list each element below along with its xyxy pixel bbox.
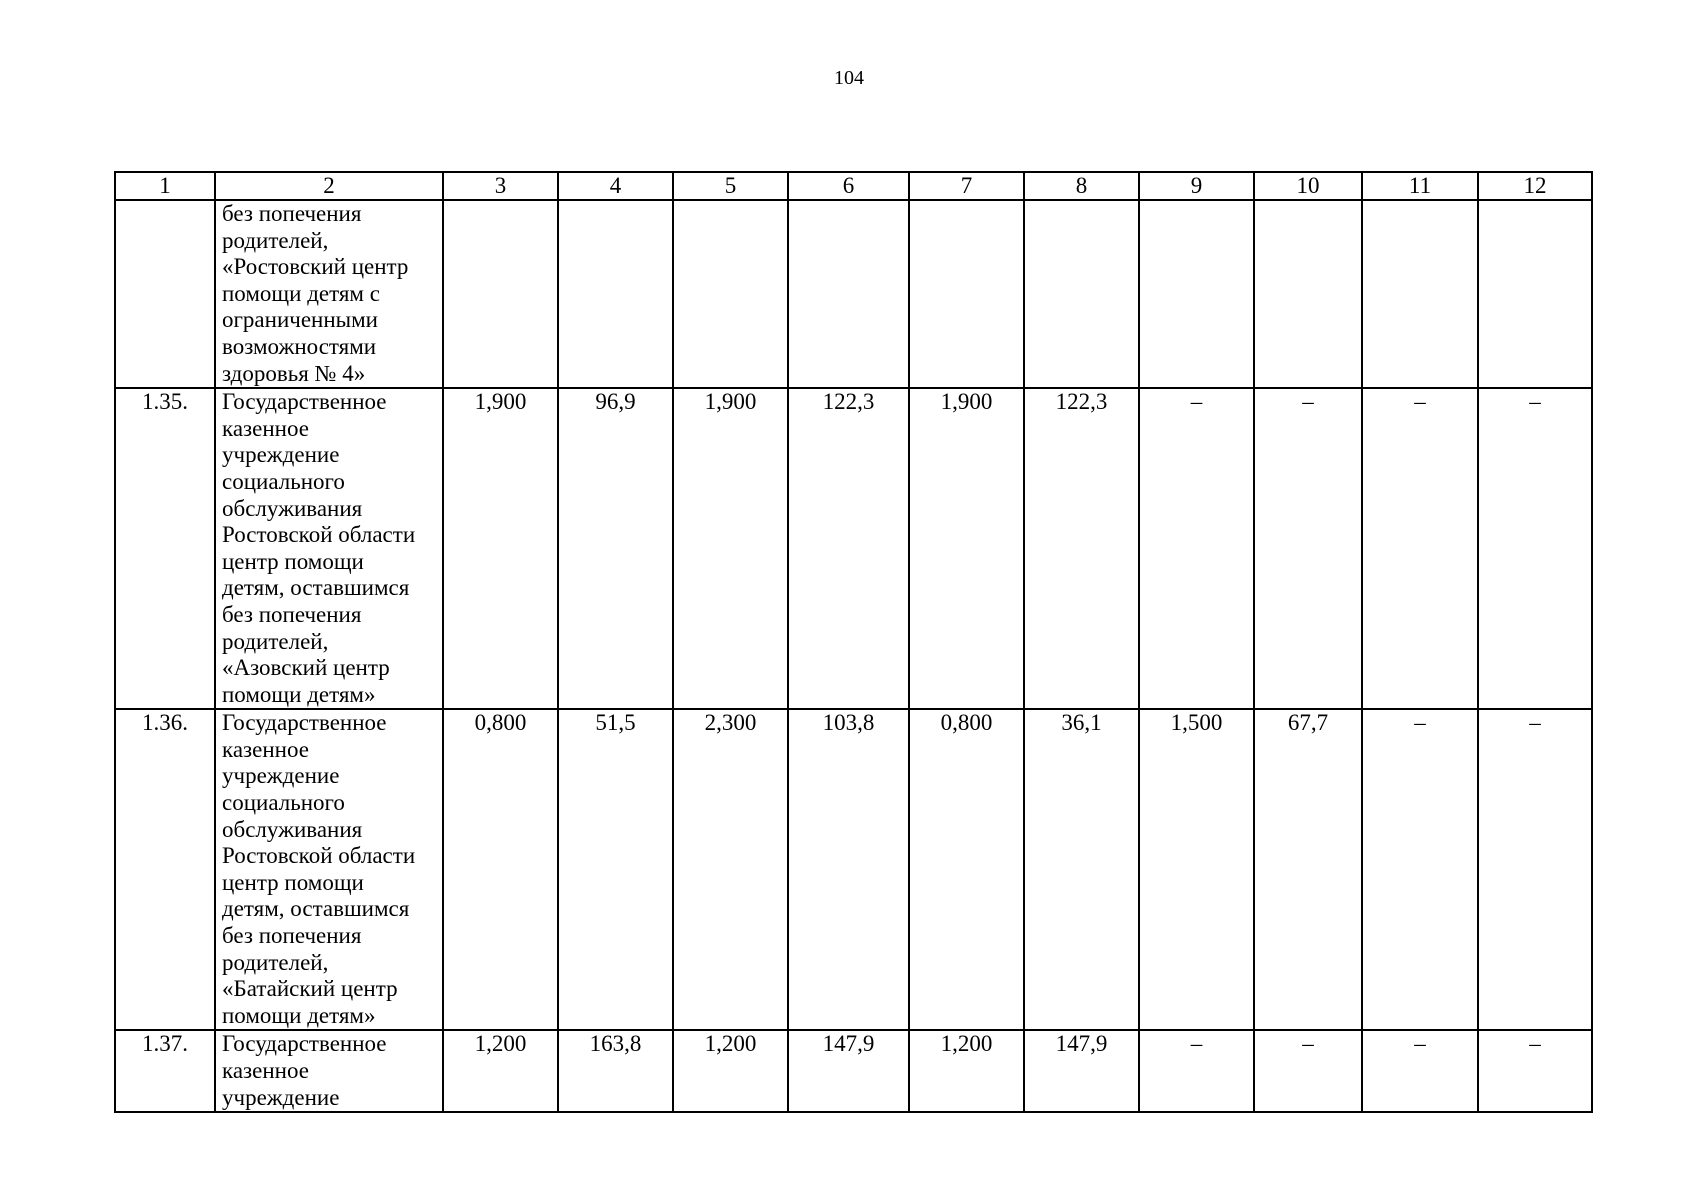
header-cell: 6 xyxy=(788,172,909,200)
value-cell xyxy=(909,200,1024,388)
institution-name-line: «Азовский центр xyxy=(222,655,390,681)
table-body xyxy=(115,172,1592,1112)
institution-name-line: здоровья № 4» xyxy=(222,360,366,386)
header-cell: 3 xyxy=(443,172,558,200)
institution-name-line: Государственное xyxy=(222,710,387,736)
institution-name-cell xyxy=(215,1030,443,1112)
institution-name-line: социального xyxy=(222,468,345,494)
header-cell: 7 xyxy=(909,172,1024,200)
value-cell: 103,8 xyxy=(788,709,909,1030)
value-cell: 2,300 xyxy=(673,709,788,1030)
value-cell: 1,900 xyxy=(673,388,788,709)
table-row xyxy=(115,709,1592,1030)
institution-name-line: без попечения xyxy=(222,601,362,627)
institution-name-line: центр помощи xyxy=(222,869,364,895)
value-cell: 36,1 xyxy=(1024,709,1139,1030)
table-header-row xyxy=(115,172,1592,200)
value-cell: 147,9 xyxy=(1024,1030,1139,1112)
row-number-cell: 1.36. xyxy=(115,709,215,1030)
value-cell: – xyxy=(1139,388,1254,709)
value-cell: 1,500 xyxy=(1139,709,1254,1030)
page-number: 104 xyxy=(834,67,864,89)
value-cell: 147,9 xyxy=(788,1030,909,1112)
value-cell: – xyxy=(1139,1030,1254,1112)
value-cell: 67,7 xyxy=(1254,709,1362,1030)
header-cell: 11 xyxy=(1362,172,1478,200)
value-cell xyxy=(443,200,558,388)
value-cell xyxy=(1024,200,1139,388)
table-row xyxy=(115,200,1592,388)
institution-name-line: «Батайский центр xyxy=(222,976,398,1002)
institution-name-line: казенное xyxy=(222,1058,309,1083)
value-cell: 51,5 xyxy=(558,709,673,1030)
value-cell: 122,3 xyxy=(1024,388,1139,709)
institution-name-line: родителей, xyxy=(222,949,329,975)
institution-name-line: «Ростовский центр xyxy=(222,254,409,280)
value-cell: 1,900 xyxy=(443,388,558,709)
row-number-cell: 1.35. xyxy=(115,388,215,709)
institution-name-line: без попечения xyxy=(222,923,362,949)
institution-name-line: ограниченными xyxy=(222,307,378,333)
institution-name-line: учреждение xyxy=(222,763,340,789)
institution-name-line: Государственное xyxy=(222,1031,387,1057)
value-cell: 1,200 xyxy=(909,1030,1024,1112)
value-cell: – xyxy=(1478,1030,1592,1112)
value-cell: – xyxy=(1362,1030,1478,1112)
institution-name-line: родителей, xyxy=(222,227,329,253)
institution-name-cell xyxy=(215,388,443,709)
value-cell: 1,200 xyxy=(443,1030,558,1112)
header-cell: 5 xyxy=(673,172,788,200)
value-cell xyxy=(788,200,909,388)
value-cell xyxy=(673,200,788,388)
value-cell: – xyxy=(1478,709,1592,1030)
row-number-cell xyxy=(115,200,215,388)
value-cell xyxy=(1362,200,1478,388)
header-cell: 8 xyxy=(1024,172,1139,200)
institution-name-line: учреждение xyxy=(222,442,340,468)
value-cell: 0,800 xyxy=(909,709,1024,1030)
institution-name-line: Ростовской области xyxy=(222,522,416,548)
row-number-cell: 1.37. xyxy=(115,1030,215,1112)
institution-name-line: возможностями xyxy=(222,333,377,359)
value-cell: 96,9 xyxy=(558,388,673,709)
value-cell: 1,200 xyxy=(673,1030,788,1112)
value-cell xyxy=(1254,200,1362,388)
institution-name-line: обслуживания xyxy=(222,816,363,842)
value-cell: 0,800 xyxy=(443,709,558,1030)
institution-name-line: казенное xyxy=(222,415,309,441)
institution-name-line: Государственное xyxy=(222,389,387,415)
value-cell xyxy=(558,200,673,388)
header-cell: 4 xyxy=(558,172,673,200)
institution-name-cell xyxy=(215,709,443,1030)
table-row xyxy=(115,388,1592,709)
institution-name-line: казенное xyxy=(222,736,309,762)
institution-name-line: помощи детям» xyxy=(222,1002,376,1028)
institution-name-line: помощи детям с xyxy=(222,280,380,306)
institution-name-line: детям, оставшимся xyxy=(222,575,410,601)
institution-name-line: детям, оставшимся xyxy=(222,896,410,922)
institution-name-line: социального xyxy=(222,790,345,816)
value-cell: – xyxy=(1478,388,1592,709)
value-cell: – xyxy=(1362,388,1478,709)
header-cell: 12 xyxy=(1478,172,1592,200)
value-cell: – xyxy=(1254,388,1362,709)
value-cell: 1,900 xyxy=(909,388,1024,709)
value-cell: 122,3 xyxy=(788,388,909,709)
value-cell: 163,8 xyxy=(558,1030,673,1112)
institution-name-cell xyxy=(215,200,443,388)
value-cell: – xyxy=(1254,1030,1362,1112)
institution-name-line: родителей, xyxy=(222,628,329,654)
header-cell: 2 xyxy=(215,172,443,200)
data-table xyxy=(114,171,1593,1113)
institution-name-line: обслуживания xyxy=(222,495,363,521)
institution-name-line: без попечения xyxy=(222,201,362,226)
table-row xyxy=(115,1030,1592,1112)
institution-name-line: учреждение xyxy=(222,1084,340,1110)
value-cell xyxy=(1139,200,1254,388)
header-cell: 9 xyxy=(1139,172,1254,200)
institution-name-line: центр помощи xyxy=(222,548,364,574)
header-cell: 10 xyxy=(1254,172,1362,200)
institution-name-line: помощи детям» xyxy=(222,681,376,707)
institution-name-line: Ростовской области xyxy=(222,843,416,869)
header-cell: 1 xyxy=(115,172,215,200)
value-cell xyxy=(1478,200,1592,388)
value-cell: – xyxy=(1362,709,1478,1030)
